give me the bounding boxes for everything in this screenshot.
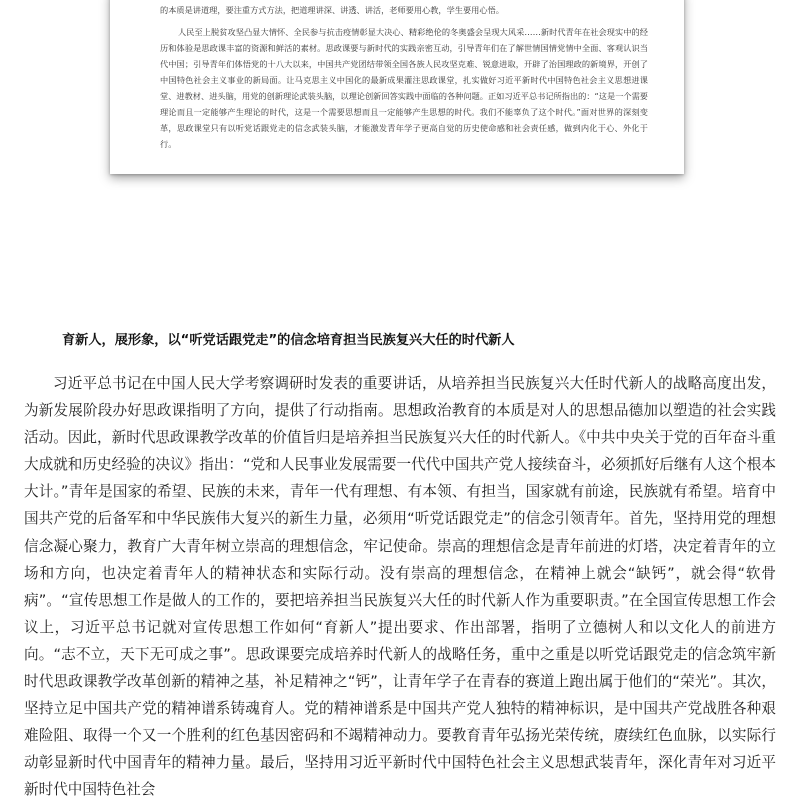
preview-line-1: 的本质是讲道理，要注重方式方法，把道理讲深、讲透、讲活，老师要用心教，学生要用心悟。 <box>160 5 504 15</box>
article-paragraph: 习近平总书记在中国人民大学考察调研时发表的重要讲话，从培养担当民族复兴大任时代新人的战略高度出发，为新发展阶段办好思政课指明了方向，提供了行动指南。思想政治教育的本质是对人的思想品德加以塑造的社会实践活动。因此，新时代思政课教学改革的价值旨归是培养担当民族复兴大任的时代新人。《中共中央关于党的百年奋斗重大成就和历史经验的决议》指出：“党和人民事业发展需要一代代中国共产党人接续奋斗，必须抓好后继有人这个根本大计。”青年是国家的希望、民族的未来，青年一代有理想、有本领、有担当，国家就有前途，民族就有希望。培育中国共产党的后备军和中华民族伟大复兴的新生力量，必须用“听党话跟党走”的信念引领青年。首先，坚持用党的理想信念凝心聚力，教育广大青年树立崇高的理想信念，牢记使命。崇高的理想信念是青年前进的灯塔，决定着青年的立场和方向，也决定着青年人的精神状态和实际行动。没有崇高的理想信念，在精神上就会“缺钙”，就会得“软骨病”。“宣传思想工作是做人的工作的，要把培养担当民族复兴大任的时代新人作为重要职责。”在全国宣传思想工作会议上，习近平总书记就对宣传思想工作如何“育新人”提出要求、作出部署，指明了立德树人和以文化人的前进方向。“志不立，天下无可成之事”。思政课要完成培养时代新人的战略任务，重中之重是以听党话跟党走的信念筑牢新时代思政课教学改革创新的精神之基，补足精神之“钙”，让青年学子在青春的赛道上跑出属于他们的“荣光”。其次，坚持立足中国共产党的精神谱系铸魂育人。党的精神谱系是中国共产党人独特的精神标识，是中国共产党战胜各种艰难险阻、取得一个又一个胜利的红色基因密码和不竭精神动力。要教育青年弘扬光荣传统，赓续红色血脉，以实际行动彰显新时代中国青年的精神力量。最后，坚持用习近平新时代中国特色社会主义思想武装青年，深化青年对习近平新时代中国特色社会 <box>24 375 776 799</box>
article-body <box>24 370 776 804</box>
section-heading: 育新人，展形象，以“听党话跟党走”的信念培育担当民族复兴大任的时代新人 <box>62 333 515 348</box>
preview-text-block <box>160 0 648 152</box>
preview-paragraph-2: 人民至上脱贫攻坚凸显大情怀、全民参与抗击疫情彰显大决心、精彩绝伦的冬奥盛会呈现大风采……新时代青年在社会现实中的经历和体验是思政课丰富的资源和鲜活的素材。思政课要与新时代的实践亲密互动，引导青年们在了解世情国情党情中全面、客观认识当代中国；引导青年们体悟党的十八大以来，中国共产党团结带领全国各族人民攻坚克难、锐意进取，开辟了治国理政的新境界，开创了中国特色社会主义事业的新局面。让马克思主义中国化的最新成果灌注思政课堂，扎实做好习近平新时代中国特色社会主义思想进课堂、进教材、进头脑，用党的创新理论武装头脑，以理论创新回答实践中面临的各种问题。正如习近平总书记所指出的：“这是一个需要理论而且一定能够产生理论的时代，这是一个需要思想而且一定能够产生思想的时代。我们不能辜负了这个时代。”面对世界的深刻变革，思政课堂只有以听党话跟党走的信念武装头脑，才能激发青年学子更高自觉的历史使命感和社会责任感，做到内化于心、外化于行。 <box>160 27 648 149</box>
